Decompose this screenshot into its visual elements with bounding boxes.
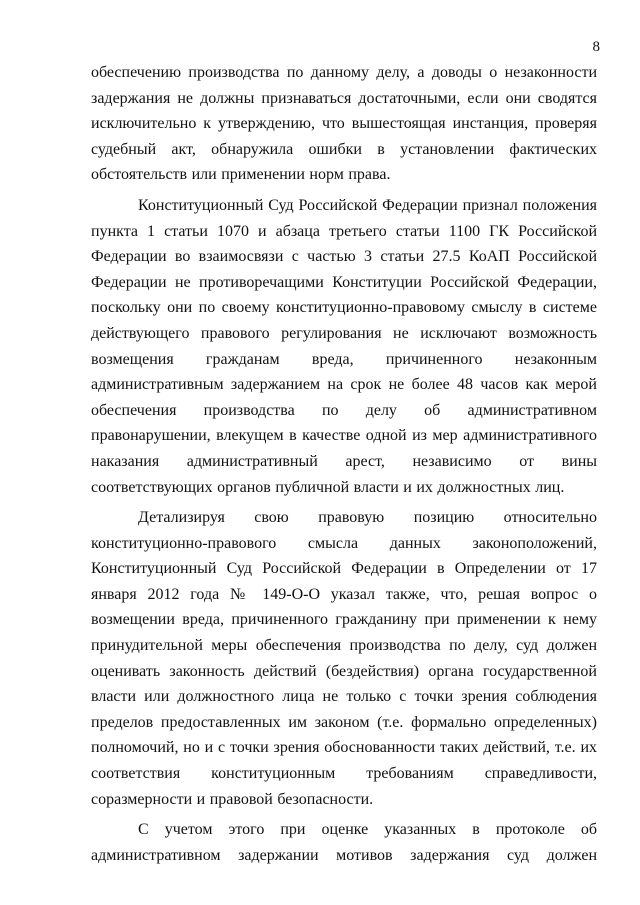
paragraph-constitutional-court-ruling: Конституционный Суд Российской Федерации признал положения пункта 1 статьи 1070 и абзаца третьего статьи 1100 ГК Российской Федерации во взаимосвязи с частью 3 статьи 27.5 КоАП Российской Федерации не противоречащими Конституции Российской Федерации, поскольку они по своему конституционно-правовому смыслу в системе действующего правового регулирования не исключают возможность возмещения гражданам вреда, причиненного незаконным административным задержанием на срок не более 48 часов как мерой обеспечения производства по делу об административном правонарушении, влекущем в качестве одной из мер административного наказания административный арест, независимо от вины соответствующих органов публичной власти и их должностных лиц. bbox=[91, 196, 597, 496]
paragraph-detailing-position: Детализируя свою правовую позицию относительно конституционно-правового смысла данных законоположений, Конституционный Суд Российской Федерации в Определении от 17 января 2012 года № 149-О-О указал также, что, решая вопрос о возмещении вреда, причиненного гражданину при применении к нему принудительной меры обеспечения производства по делу, суд должен оценивать законность действий (бездействия) органа государственной власти или должностного лица не только с точки зрения соблюдения пределов предоставленных им законом (т.е. формально определенных) полномочий, но и с точки зрения обоснованности таких действий, т.е. их соответствия конституционным требованиям справедливости, соразмерности и правовой безопасности. bbox=[91, 509, 597, 808]
paragraph-continuation: обеспечению производства по данному делу, а доводы о незаконности задержания не должны признаваться достаточными, если они сводятся исключительно к утверждению, что вышестоящая инстанция, проверяя судебный акт, обнаружила ошибки в установлении фактических обстоятельств или применении норм права. bbox=[91, 64, 597, 184]
paragraph-protocol-assessment: С учетом этого при оценке указанных в протоколе об административном задержании мотивов задержания суд должен bbox=[91, 821, 597, 864]
page-number: 8 bbox=[592, 39, 600, 55]
document-body bbox=[91, 60, 597, 868]
